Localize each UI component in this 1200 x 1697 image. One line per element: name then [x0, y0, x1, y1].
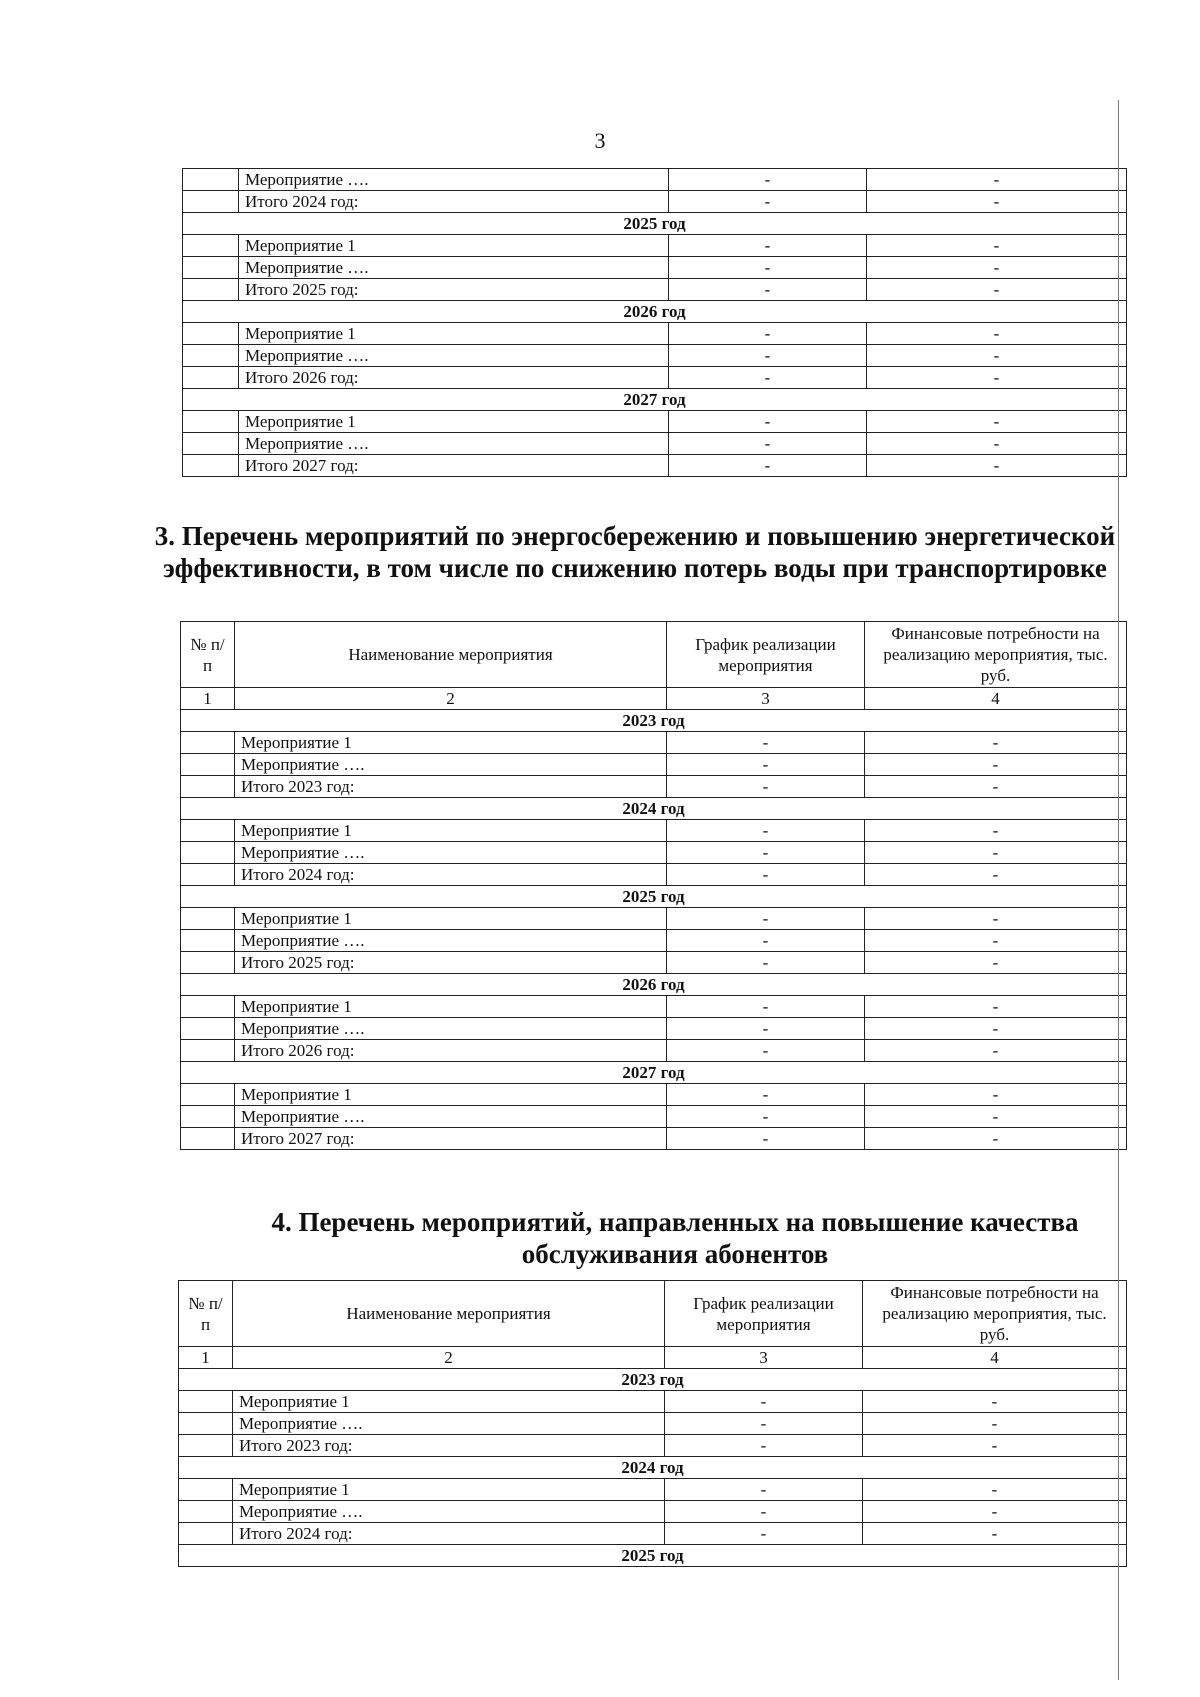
measure-name: Итого 2024 год: [239, 191, 669, 213]
year-row [181, 886, 1127, 908]
finance-value: - [867, 433, 1127, 455]
table-row [181, 996, 1127, 1018]
row-number [183, 323, 239, 345]
schedule-value: - [669, 323, 867, 345]
schedule-value: - [669, 455, 867, 477]
row-number [181, 908, 235, 930]
year-row [183, 301, 1127, 323]
finance-value: - [867, 257, 1127, 279]
finance-value: - [867, 323, 1127, 345]
measure-name: Итого 2026 год: [239, 367, 669, 389]
schedule-value: - [667, 996, 865, 1018]
section-4-title: 4. Перечень мероприятий, направленных на повышение качества обслуживания абонентов [271, 1207, 1079, 1269]
schedule-value: - [665, 1391, 863, 1413]
table-row [181, 842, 1127, 864]
schedule-value: - [669, 235, 867, 257]
measure-name: Итого 2024 год: [235, 864, 667, 886]
table-row [181, 1106, 1127, 1128]
finance-value: - [865, 820, 1127, 842]
schedule-value: - [669, 411, 867, 433]
schedule-value: - [667, 820, 865, 842]
schedule-value: - [667, 930, 865, 952]
table-continued-body [183, 169, 1127, 477]
table-section-3 [180, 621, 1127, 1150]
column-number: 1 [181, 688, 235, 710]
column-header-finance: Финансовые потребности на реализацию мероприятия, тыс. руб. [863, 1281, 1127, 1347]
finance-value: - [865, 842, 1127, 864]
row-number [179, 1413, 233, 1435]
measure-name: Итого 2025 год: [239, 279, 669, 301]
column-header-schedule: График реализации мероприятия [667, 622, 865, 688]
measure-name: Мероприятие 1 [239, 235, 669, 257]
measure-name: Мероприятие …. [239, 433, 669, 455]
finance-value: - [865, 908, 1127, 930]
row-number [181, 776, 235, 798]
row-number [181, 996, 235, 1018]
table-row [181, 930, 1127, 952]
row-number [181, 1040, 235, 1062]
year-row [181, 798, 1127, 820]
column-number: 3 [665, 1347, 863, 1369]
measure-name: Мероприятие …. [235, 1106, 667, 1128]
finance-value: - [863, 1413, 1127, 1435]
year-row [181, 974, 1127, 996]
measure-name: Мероприятие …. [235, 1018, 667, 1040]
year-row [183, 213, 1127, 235]
table-row [183, 257, 1127, 279]
row-number [183, 411, 239, 433]
finance-value: - [867, 235, 1127, 257]
row-number [183, 191, 239, 213]
finance-value: - [863, 1391, 1127, 1413]
measure-name: Мероприятие …. [239, 169, 669, 191]
column-header-name: Наименование мероприятия [233, 1281, 665, 1347]
table-section-4-body [179, 1281, 1127, 1567]
column-header-num: № п/п [179, 1281, 233, 1347]
measure-name: Мероприятие …. [235, 754, 667, 776]
measure-name: Мероприятие …. [239, 345, 669, 367]
table-row [179, 1413, 1127, 1435]
schedule-value: - [669, 257, 867, 279]
year-row [179, 1545, 1127, 1567]
column-number: 1 [179, 1347, 233, 1369]
row-number [179, 1435, 233, 1457]
row-number [181, 1128, 235, 1150]
measure-name: Мероприятие 1 [239, 411, 669, 433]
measure-name: Мероприятие 1 [235, 908, 667, 930]
measure-name: Итого 2023 год: [235, 776, 667, 798]
schedule-value: - [669, 169, 867, 191]
row-number [183, 433, 239, 455]
year-label: 2027 год [183, 389, 1127, 411]
row-number [183, 279, 239, 301]
schedule-value: - [667, 842, 865, 864]
column-number: 4 [865, 688, 1127, 710]
row-number [181, 820, 235, 842]
measure-name: Итого 2027 год: [239, 455, 669, 477]
finance-value: - [865, 1018, 1127, 1040]
schedule-value: - [669, 345, 867, 367]
schedule-value: - [669, 191, 867, 213]
column-header-finance: Финансовые потребности на реализацию мероприятия, тыс. руб. [865, 622, 1127, 688]
row-number [181, 754, 235, 776]
row-number [183, 345, 239, 367]
measure-name: Мероприятие …. [239, 257, 669, 279]
schedule-value: - [667, 1018, 865, 1040]
total-row [181, 952, 1127, 974]
schedule-value: - [669, 279, 867, 301]
column-number-row [181, 688, 1127, 710]
measure-name: Мероприятие 1 [233, 1391, 665, 1413]
schedule-value: - [667, 776, 865, 798]
table-row [181, 820, 1127, 842]
table-row [181, 732, 1127, 754]
schedule-value: - [665, 1501, 863, 1523]
row-number [181, 842, 235, 864]
measure-name: Итого 2026 год: [235, 1040, 667, 1062]
year-label: 2023 год [179, 1369, 1127, 1391]
finance-value: - [863, 1479, 1127, 1501]
measure-name: Мероприятие 1 [235, 732, 667, 754]
schedule-value: - [665, 1523, 863, 1545]
schedule-value: - [665, 1435, 863, 1457]
finance-value: - [867, 455, 1127, 477]
row-number [183, 235, 239, 257]
schedule-value: - [669, 433, 867, 455]
finance-value: - [867, 169, 1127, 191]
year-label: 2025 год [179, 1545, 1127, 1567]
year-label: 2027 год [181, 1062, 1127, 1084]
row-number [183, 455, 239, 477]
row-number [183, 367, 239, 389]
table-row [183, 411, 1127, 433]
total-row [179, 1435, 1127, 1457]
row-number [179, 1391, 233, 1413]
finance-value: - [865, 776, 1127, 798]
finance-value: - [865, 864, 1127, 886]
measure-name: Мероприятие 1 [233, 1479, 665, 1501]
year-row [179, 1369, 1127, 1391]
schedule-value: - [667, 732, 865, 754]
page-number: 3 [594, 128, 606, 153]
scan-edge-line [1118, 100, 1119, 1680]
finance-value: - [863, 1523, 1127, 1545]
table-row [183, 323, 1127, 345]
row-number [183, 169, 239, 191]
finance-value: - [865, 1128, 1127, 1150]
table-row [181, 1084, 1127, 1106]
schedule-value: - [667, 1084, 865, 1106]
finance-value: - [865, 1106, 1127, 1128]
year-label: 2025 год [183, 213, 1127, 235]
total-row [179, 1523, 1127, 1545]
measure-name: Мероприятие 1 [235, 1084, 667, 1106]
row-number [179, 1501, 233, 1523]
finance-value: - [867, 411, 1127, 433]
section-3-title: 3. Перечень мероприятий по энергосбережению и повышению энергетической эффективности, в том числе по снижению потерь воды при транспортировке [154, 521, 1116, 583]
finance-value: - [867, 191, 1127, 213]
row-number [179, 1523, 233, 1545]
finance-value: - [865, 952, 1127, 974]
table-header-row [181, 622, 1127, 688]
total-row [181, 776, 1127, 798]
year-row [181, 1062, 1127, 1084]
measure-name: Мероприятие 1 [239, 323, 669, 345]
total-row [183, 455, 1127, 477]
table-row [183, 433, 1127, 455]
total-row [183, 367, 1127, 389]
total-row [183, 191, 1127, 213]
schedule-value: - [667, 754, 865, 776]
measure-name: Мероприятие …. [233, 1413, 665, 1435]
year-row [179, 1457, 1127, 1479]
schedule-value: - [667, 1040, 865, 1062]
measure-name: Итого 2023 год: [233, 1435, 665, 1457]
table-row [179, 1501, 1127, 1523]
finance-value: - [867, 279, 1127, 301]
schedule-value: - [667, 1106, 865, 1128]
finance-value: - [865, 732, 1127, 754]
measure-name: Мероприятие …. [235, 842, 667, 864]
year-label: 2026 год [181, 974, 1127, 996]
table-section-3-body [181, 622, 1127, 1150]
finance-value: - [867, 367, 1127, 389]
row-number [181, 930, 235, 952]
row-number [181, 1084, 235, 1106]
finance-value: - [865, 930, 1127, 952]
schedule-value: - [665, 1413, 863, 1435]
measure-name: Итого 2024 год: [233, 1523, 665, 1545]
total-row [181, 1128, 1127, 1150]
measure-name: Мероприятие 1 [235, 996, 667, 1018]
schedule-value: - [669, 367, 867, 389]
schedule-value: - [667, 908, 865, 930]
measure-name: Итого 2027 год: [235, 1128, 667, 1150]
measure-name: Мероприятие 1 [235, 820, 667, 842]
table-section-4 [178, 1280, 1127, 1567]
column-header-name: Наименование мероприятия [235, 622, 667, 688]
finance-value: - [865, 754, 1127, 776]
finance-value: - [865, 1040, 1127, 1062]
schedule-value: - [667, 864, 865, 886]
column-number: 3 [667, 688, 865, 710]
measure-name: Итого 2025 год: [235, 952, 667, 974]
column-number: 2 [235, 688, 667, 710]
row-number [179, 1479, 233, 1501]
year-label: 2025 год [181, 886, 1127, 908]
finance-value: - [867, 345, 1127, 367]
table-header-row [179, 1281, 1127, 1347]
row-number [183, 257, 239, 279]
table-row [183, 235, 1127, 257]
schedule-value: - [665, 1479, 863, 1501]
year-label: 2026 год [183, 301, 1127, 323]
column-number-row [179, 1347, 1127, 1369]
table-row [179, 1479, 1127, 1501]
measure-name: Мероприятие …. [235, 930, 667, 952]
table-row [183, 345, 1127, 367]
row-number [181, 864, 235, 886]
total-row [183, 279, 1127, 301]
year-label: 2024 год [179, 1457, 1127, 1479]
table-row [183, 169, 1127, 191]
finance-value: - [863, 1435, 1127, 1457]
schedule-value: - [667, 952, 865, 974]
finance-value: - [865, 996, 1127, 1018]
year-row [183, 389, 1127, 411]
column-header-num: № п/п [181, 622, 235, 688]
column-number: 4 [863, 1347, 1127, 1369]
total-row [181, 1040, 1127, 1062]
table-row [179, 1391, 1127, 1413]
table-row [181, 908, 1127, 930]
column-header-schedule: График реализации мероприятия [665, 1281, 863, 1347]
table-continued [182, 168, 1127, 477]
row-number [181, 952, 235, 974]
row-number [181, 732, 235, 754]
column-number: 2 [233, 1347, 665, 1369]
finance-value: - [863, 1501, 1127, 1523]
table-row [181, 1018, 1127, 1040]
year-row [181, 710, 1127, 732]
finance-value: - [865, 1084, 1127, 1106]
measure-name: Мероприятие …. [233, 1501, 665, 1523]
table-row [181, 754, 1127, 776]
year-label: 2024 год [181, 798, 1127, 820]
row-number [181, 1018, 235, 1040]
total-row [181, 864, 1127, 886]
row-number [181, 1106, 235, 1128]
year-label: 2023 год [181, 710, 1127, 732]
schedule-value: - [667, 1128, 865, 1150]
